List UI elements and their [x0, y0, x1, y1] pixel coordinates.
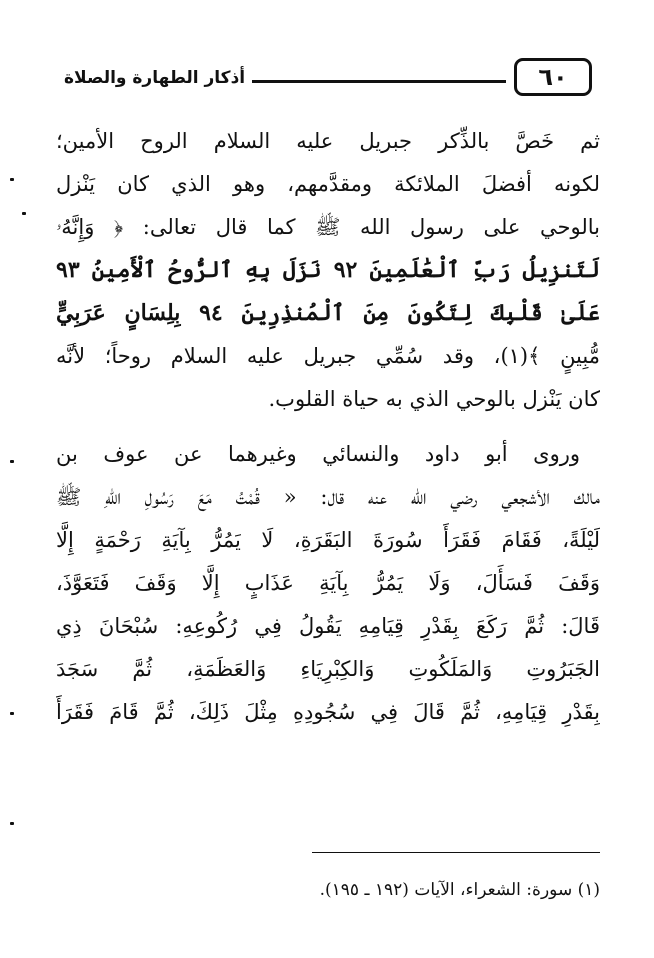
edge-mark: [10, 178, 14, 181]
quran-verse-line: عَلَىٰ قَلْبِكَ لِتَكُونَ مِنَ ٱلْمُنذِرِينَ ٩٤ بِلِسَانٍ عَرَبِيٍّ: [56, 300, 600, 326]
header-rule: [252, 80, 506, 83]
footnote-rule: [312, 852, 600, 853]
page-number: ٦٠: [514, 58, 592, 96]
hadith-line: قَالَ: ثُمَّ رَكَعَ بِقَدْرِ قِيَامِهِ يَقُولُ فِي رُكُوعِهِ: سُبْحَانَ ذِي: [56, 614, 600, 638]
text-line: وروى أبو داود والنسائي وغيرهما عن عوف بن: [56, 442, 580, 466]
text-line: بالوحي على رسول الله ﷺ كما قال تعالى: ﴿ وَإِنَّهُۥ: [56, 215, 600, 239]
hadith-line: بِقَدْرِ قِيَامِهِ، ثُمَّ قَالَ فِي سُجُودِهِ مِثْلَ ذَلِكَ، ثُمَّ قَامَ فَقَرَأَ: [56, 700, 600, 724]
text-line: كان يَنْزل بالوحي الذي به حياة القلوب.: [268, 387, 600, 411]
edge-mark: [10, 712, 14, 715]
edge-mark: [10, 460, 14, 463]
page-body: [56, 120, 600, 734]
hadith-line: لَيْلَةً، فَقَامَ فَقَرَأَ سُورَةَ البَقَرَةِ، لَا يَمُرُّ بِآيَةِ رَحْمَةٍ إِلَّا: [56, 528, 600, 552]
text-line: لكونه أفضلَ الملائكة ومقدَّمهم، وهو الذي كان يَنْزل: [56, 172, 600, 196]
paragraph-gap: [56, 421, 600, 433]
text-line: ثم خَصَّ بالذِّكر جبريل عليه السلام الروح الأمين؛: [56, 129, 600, 153]
footnote: (١) سورة: الشعراء، الآيات (١٩٢ ـ ١٩٥).: [319, 880, 600, 900]
text-line: مُّبِينٍ ﴾(١)، وقد سُمِّي جبريل عليه السلام روحاً؛ لأنَّه: [56, 344, 600, 368]
edge-mark: [22, 212, 26, 215]
edge-mark: [10, 822, 14, 825]
page-header: [64, 58, 592, 102]
quran-verse-line: لَتَنزِيلُ رَبِّ ٱلْعَٰلَمِينَ ٩٢ نَزَلَ بِهِ ٱلرُّوحُ ٱلْأَمِينُ ٩٣: [56, 257, 600, 283]
running-title: أذكار الطهارة والصلاة: [64, 68, 246, 88]
hadith-line: وَقَفَ فَسَأَلَ، وَلَا يَمُرُّ بِآيَةِ عَذَابٍ إِلَّا وَقَفَ فَتَعَوَّذَ،: [56, 571, 600, 595]
hadith-line: الجَبَرُوتِ وَالمَلَكُوتِ وَالكِبْرِيَاءِ وَالعَظَمَةِ، ثُمَّ سَجَدَ: [56, 657, 600, 681]
text-line: مالك الأشجعي رضي الله عنه قال: « قُمْتُ مَعَ رَسُولِ اللهِ ﷺ: [56, 485, 600, 509]
